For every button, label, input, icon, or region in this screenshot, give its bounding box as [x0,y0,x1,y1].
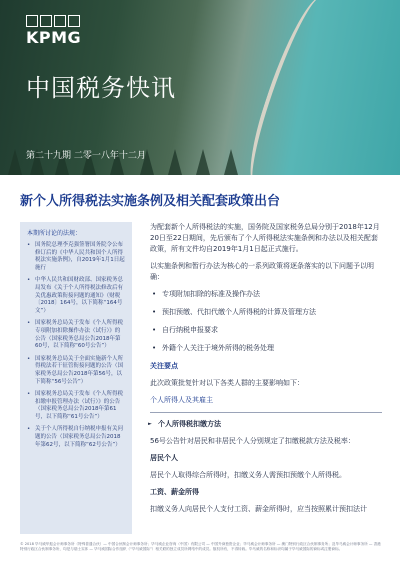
list-item: • 国家税务总局关于全面实施新个人所得税法若干征管衔接问题的公告（国家税务总局公告2018年第56号，以下简称“56号公告”） [27,356,125,386]
subsection-title: ► 个人所得税扣缴方法 [150,419,382,430]
subsection-heading: 个人所得人及其雇主 [150,396,213,404]
main-content [150,222,382,521]
list-item: • 国家税务总局关于发布《个人所得税扣缴申报管理办法（试行）》的公告（国家税务总局公告2018年第61号，以下简称“61号公告”） [27,391,125,421]
wage-heading: 工资、薪金所得 [150,488,199,496]
road-shape [240,0,338,175]
list-item: • 中华人民共和国财政部、国家税务总局发布《关于个人所得税法修改后有关优惠政策衔接问题的通知》（财税〔2018〕164号，以下简称“164号文”） [27,277,125,315]
list-item: • 关于个人所得税自行纳税申报有关问题的公告（国家税务总局公告2018年第62号，以下简称“62号公告”） [27,426,125,449]
kpmg-logo: KPMG [26,28,82,47]
list-item: • 国务院总理李克强签署国务院令公布修订后的《中华人民共和国个人所得税法实施条例》，自2019年1月1日起施行 [27,242,125,272]
sidebar-list [27,242,125,449]
section-text: 此次政策批复针对以下各类人群的主要影响如下： [150,379,304,387]
list-item: • 外籍个人关注于境外所得的税务处理 [150,343,382,354]
footer-disclaimer: © 2018 毕马威华振会计师事务所（特殊普通合伙）— 中国合伙制会计师事务所；毕马威企业咨询（中国）有限公司 — 中国外商独资企业；毕马威会计师事务所 — 澳门特别行政区合伙制事务所；及毕马威会计师事务所 — 香港特别行政区合伙制事务所，均是与瑞士实体 — 毕马威国际合作组织（“毕马威国际”）相关联的独立成员所网络中的成员。版权所有，不得转载。毕马威的名称和标识均属于毕马威国际的商标或注册商标。 [20,542,381,551]
key-points-list [150,289,382,354]
list-item: • 自行纳税申报要求 [150,325,382,336]
lead-paragraph: 以实施条例和暂行办法为核心的一系列政策将逐条落实的以下问题予以明确： [150,262,374,281]
sidebar-title: 本期所讨论的法规： [27,230,82,237]
article-headline: 新个人所得税法实施条例及相关配套政策出台 [20,194,281,209]
resident-heading: 居民个人 [150,454,178,462]
wage-text: 扣缴义务人向居民个人支付工资、薪金所得时，应当按照累计预扣法计 [150,505,367,513]
page-title: 中国税务快讯 [26,74,176,102]
list-item: • 专项附加扣除的标准及操作办法 [150,289,382,300]
list-item: • 预扣预缴、代扣代缴个人所得税的计算及管理方法 [150,307,382,318]
section-heading: 关注要点 [150,362,178,370]
tree-shape [224,149,238,175]
resident-text: 居民个人取得综合所得时，扣缴义务人需预扣预缴个人所得税。 [150,471,346,479]
intro-paragraph: 为配套新个人所得税法的实施，国务院及国家税务总局分别于2018年12月20日至22日期间，先后颁布了个人所得税法实施条例和办法以及相关配套政策，所有文件均自2019年1月1日起正式施行。 [150,223,380,253]
tree-shape [168,149,182,175]
tree-shape [196,149,210,175]
cover-photo [0,0,400,175]
subsection-text: 56号公告针对居民和非居民个人分别规定了扣缴税款方法及税率： [150,437,355,445]
divider [150,412,382,413]
tree-shape [8,149,22,175]
issue-date: 第二十九期 二零一八年十二月 [26,151,146,161]
list-item: • 国家税务总局关于发布《个人所得税专项附加扣除操作办法（试行）》的公告（国家税务总局公告2018年第60号，以下简称“60号公告”） [27,320,125,350]
sidebar-panel [20,222,132,534]
